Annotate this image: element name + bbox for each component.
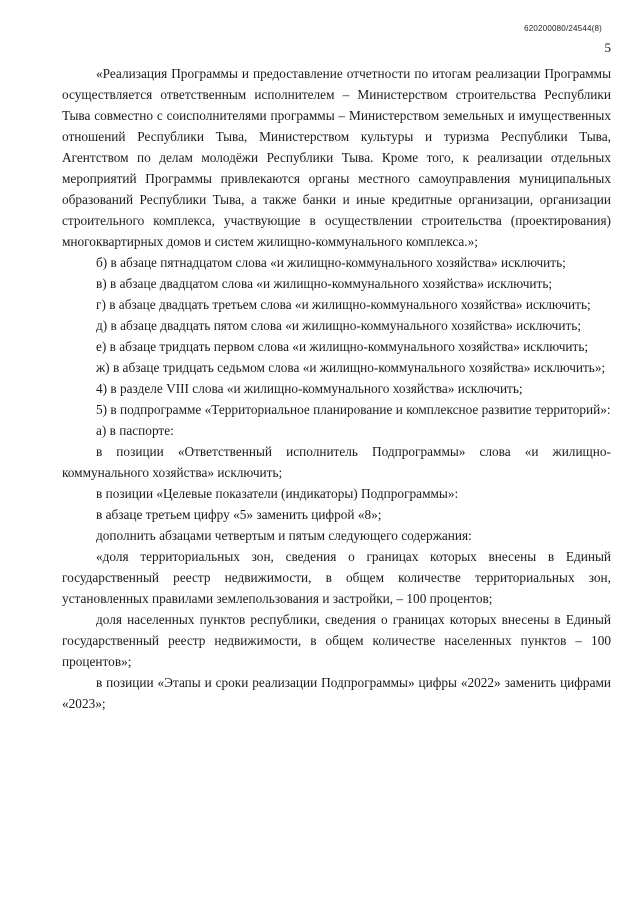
paragraph: б) в абзаце пятнадцатом слова «и жилищно-коммунального хозяйства» исключить;: [96, 255, 566, 270]
paragraph: 4) в разделе VIII слова «и жилищно-коммунального хозяйства» исключить;: [96, 381, 523, 396]
paragraph: г) в абзаце двадцать третьем слова «и жилищно-коммунального хозяйства» исключить;: [96, 297, 591, 312]
paragraph: доля населенных пунктов республики, сведения о границах которых внесены в Единый государственный реестр недвижимости, в общем количестве населенных пунктов – 100 процентов»;: [62, 612, 611, 669]
paragraph: дополнить абзацами четвертым и пятым следующего содержания:: [96, 528, 472, 543]
paragraph: в) в абзаце двадцатом слова «и жилищно-коммунального хозяйства» исключить;: [96, 276, 553, 291]
paragraph: в позиции «Этапы и сроки реализации Подпрограммы» цифры «2022» заменить цифрами «2023»;: [62, 675, 611, 711]
document-id: 620200080/24544(8): [524, 24, 602, 33]
paragraph: ж) в абзаце тридцать седьмом слова «и жилищно-коммунального хозяйства» исключить»;: [96, 360, 606, 375]
document-body: [62, 63, 611, 714]
paragraph: в позиции «Целевые показатели (индикаторы) Подпрограммы»:: [96, 486, 459, 501]
paragraph: в позиции «Ответственный исполнитель Подпрограммы» слова «и жилищно-коммунального хозяйства» исключить;: [62, 444, 611, 480]
paragraph: «доля территориальных зон, сведения о границах которых внесены в Единый государственный реестр недвижимости, в общем количестве территориальных зон, установленных правилами землепользования и застройки, – 100 процентов;: [62, 549, 611, 606]
paragraph: а) в паспорте:: [96, 423, 174, 438]
page-number: 5: [604, 40, 611, 55]
paragraph: д) в абзаце двадцать пятом слова «и жилищно-коммунального хозяйства» исключить;: [96, 318, 582, 333]
paragraph: 5) в подпрограмме «Территориальное планирование и комплексное развитие территорий»:: [96, 402, 611, 417]
paragraph: в абзаце третьем цифру «5» заменить цифрой «8»;: [96, 507, 382, 522]
paragraph: «Реализация Программы и предоставление отчетности по итогам реализации Программы осуществляется ответственным исполнителем – Министерством строительства Республики Тыва совместно с соисполнителями программы – Министерством земельных и имущественных отношений Республики Тыва, Министерством культуры и туризма Республики Тыва, Агентством по делам молодёжи Республики Тыва. Кроме того, к реализации отдельных мероприятий Программы привлекаются органы местного самоуправления муниципальных образований Республики Тыва, а также банки и иные кредитные организации, организации строительного комплекса, участвующие в осуществлении строительства (проектирования) многоквартирных домов и систем жилищно-коммунального комплекса.»;: [62, 66, 611, 249]
paragraph: е) в абзаце тридцать первом слова «и жилищно-коммунального хозяйства» исключить;: [96, 339, 589, 354]
